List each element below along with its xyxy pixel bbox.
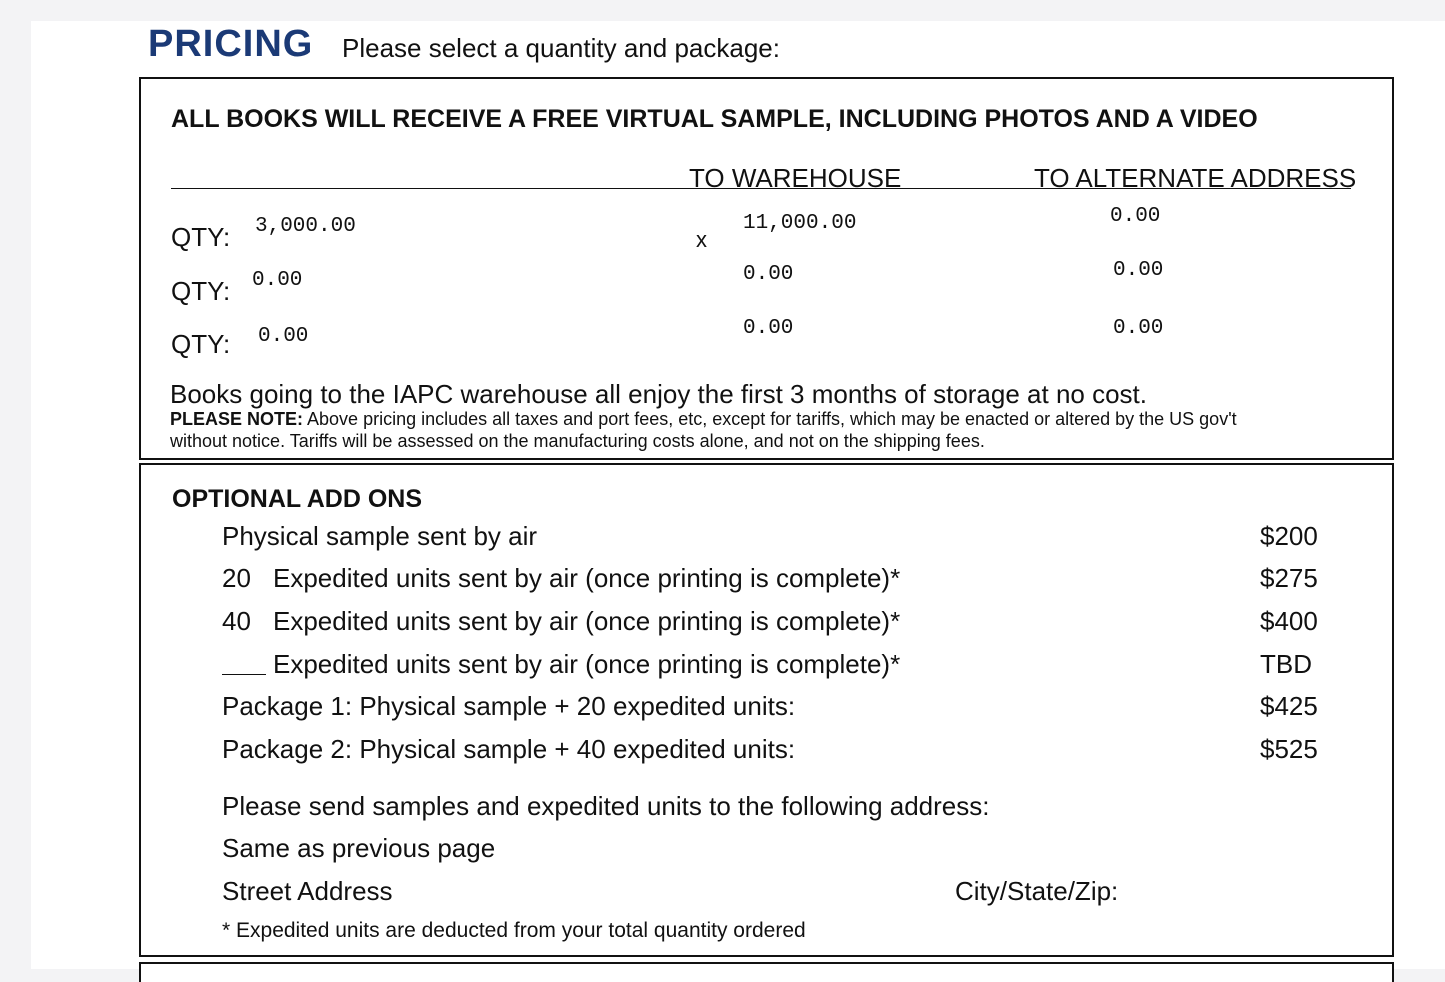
qty-input-3[interactable]: 0.00 [258,325,309,348]
addon-label-expedited-20: Expedited units sent by air (once printing is complete)* [273,563,901,593]
street-address-label: Street Address [222,876,393,906]
addon-label-expedited-custom: Expedited units sent by air (once printing is complete)* [273,649,901,679]
addon-label-package-2: Package 2: Physical sample + 40 expedited units: [222,734,796,764]
warehouse-input-1[interactable]: 11,000.00 [743,212,857,235]
addons-title: OPTIONAL ADD ONS [172,485,423,513]
qty-label-2: QTY: [171,276,231,306]
warehouse-input-3[interactable]: 0.00 [743,317,794,340]
addon-label-expedited-40: Expedited units sent by air (once printing is complete)* [273,606,901,636]
column-header-alternate: TO ALTERNATE ADDRESS [1034,163,1357,193]
qty-label-1: QTY: [171,222,231,252]
pricing-box [139,77,1394,460]
multiply-symbol: x [696,227,707,252]
storage-note: Books going to the IAPC warehouse all enjoy the first 3 months of storage at no cost. [170,379,1147,409]
addon-qty-20[interactable]: 20 [222,563,251,593]
addons-box [139,463,1394,957]
expedited-footnote: * Expedited units are deducted from your total quantity ordered [222,919,806,942]
free-sample-banner: ALL BOOKS WILL RECEIVE A FREE VIRTUAL SAMPLE, INCLUDING PHOTOS AND A VIDEO [171,105,1258,133]
addon-price-physical-sample: $200 [1260,521,1318,551]
alternate-input-2[interactable]: 0.00 [1113,259,1164,282]
address-prompt: Please send samples and expedited units to the following address: [222,791,990,821]
page-title: PRICING [148,23,314,65]
please-note-line1: Above pricing includes all taxes and port fees, etc, except for tariffs, which may be enacted or altered by the US gov't [303,409,1237,429]
qty-label-3: QTY: [171,329,231,359]
addon-label-package-1: Package 1: Physical sample + 20 expedited units: [222,691,796,721]
page-subtitle: Please select a quantity and package: [342,33,780,63]
column-header-warehouse: TO WAREHOUSE [689,163,902,193]
please-note-line2: without notice. Tariffs will be assessed on the manufacturing costs alone, and not on the shipping fees. [170,431,985,451]
warehouse-input-2[interactable]: 0.00 [743,263,794,286]
qty-input-1[interactable]: 3,000.00 [255,215,356,238]
qty-input-2[interactable]: 0.00 [252,269,303,292]
addon-price-package-2: $525 [1260,734,1318,764]
alternate-input-1[interactable]: 0.00 [1110,205,1161,228]
same-as-previous-option[interactable]: Same as previous page [222,833,496,863]
please-note-label: PLEASE NOTE: [170,409,304,429]
addon-qty-40[interactable]: 40 [222,606,251,636]
alternate-input-3[interactable]: 0.00 [1113,317,1164,340]
please-note [170,408,1370,452]
addon-qty-custom-blank[interactable] [222,650,266,675]
city-state-zip-label: City/State/Zip: [955,876,1119,906]
addon-price-expedited-20: $275 [1260,563,1318,593]
next-section-box-edge [139,962,1394,982]
addon-price-expedited-40: $400 [1260,606,1318,636]
addon-price-package-1: $425 [1260,691,1318,721]
addon-label-physical-sample: Physical sample sent by air [222,521,538,551]
addon-price-expedited-custom: TBD [1260,649,1312,679]
